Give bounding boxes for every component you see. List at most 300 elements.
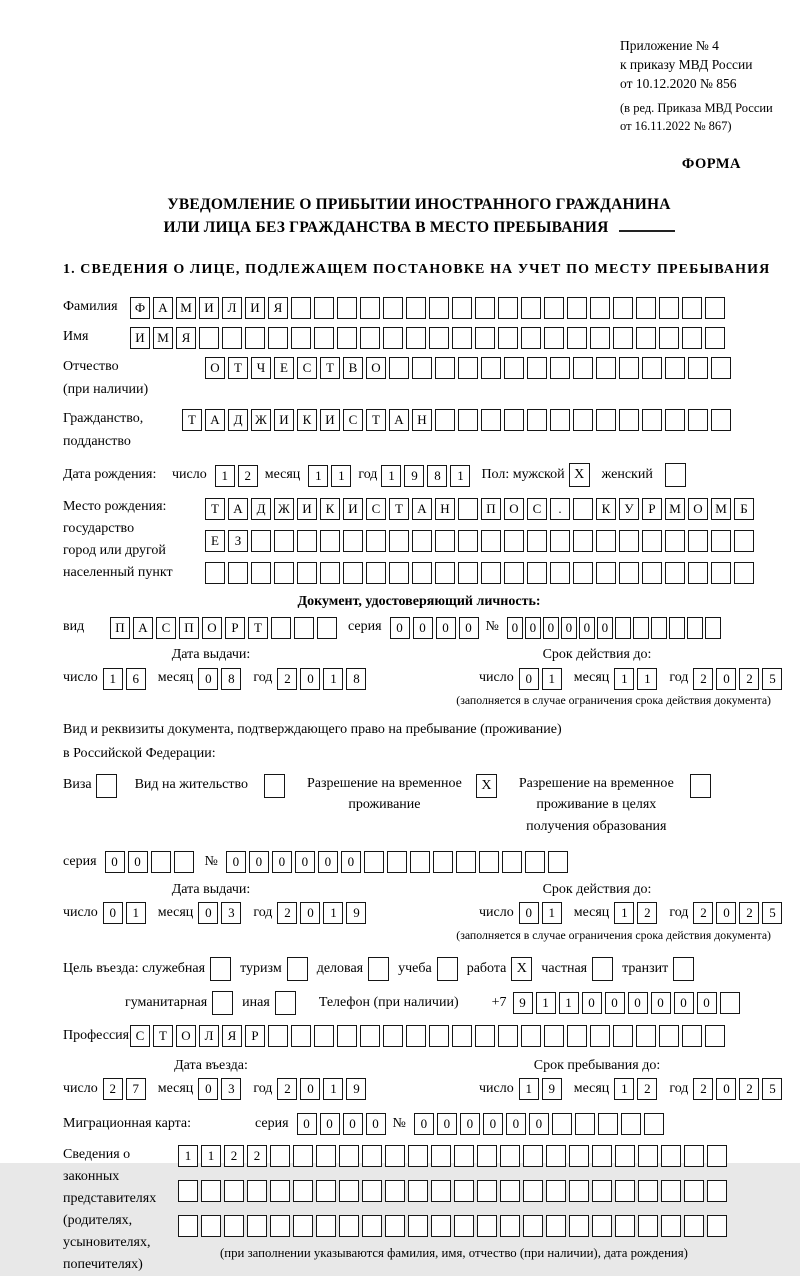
- form-cell[interactable]: Т: [182, 409, 202, 431]
- form-cell[interactable]: [665, 357, 685, 379]
- form-cell[interactable]: 2: [103, 1078, 123, 1100]
- migration-number-cells[interactable]: [414, 1112, 667, 1136]
- form-cell[interactable]: [320, 562, 340, 584]
- form-cell[interactable]: Д: [228, 409, 248, 431]
- form-cell[interactable]: 1: [323, 1078, 343, 1100]
- form-cell[interactable]: [684, 1215, 704, 1237]
- form-cell[interactable]: 0: [437, 1113, 457, 1135]
- migration-series-cells[interactable]: [297, 1112, 389, 1136]
- form-cell[interactable]: [205, 562, 225, 584]
- form-cell[interactable]: [475, 1025, 495, 1047]
- form-cell[interactable]: [573, 357, 593, 379]
- form-cell[interactable]: [500, 1180, 520, 1202]
- form-cell[interactable]: Е: [205, 530, 225, 552]
- form-cell[interactable]: [406, 1025, 426, 1047]
- purpose-work-checkbox[interactable]: X: [511, 957, 532, 981]
- stay-month-cells[interactable]: [614, 1077, 660, 1101]
- form-cell[interactable]: [619, 357, 639, 379]
- form-cell[interactable]: [454, 1180, 474, 1202]
- form-cell[interactable]: [429, 327, 449, 349]
- id-valid-month-cells[interactable]: [614, 666, 660, 690]
- form-cell[interactable]: [596, 409, 616, 431]
- form-cell[interactable]: [339, 1215, 359, 1237]
- form-cell[interactable]: А: [228, 498, 248, 520]
- form-cell[interactable]: Н: [435, 498, 455, 520]
- form-cell[interactable]: [454, 1145, 474, 1167]
- form-cell[interactable]: [458, 357, 478, 379]
- form-cell[interactable]: [682, 1025, 702, 1047]
- id-doc-series-cells[interactable]: [390, 615, 482, 639]
- purpose-business-checkbox[interactable]: [368, 957, 389, 981]
- form-cell[interactable]: [596, 530, 616, 552]
- form-cell[interactable]: 0: [529, 1113, 549, 1135]
- form-cell[interactable]: 8: [427, 465, 447, 487]
- form-cell[interactable]: [521, 297, 541, 319]
- form-cell[interactable]: Т: [248, 617, 268, 639]
- form-cell[interactable]: 1: [323, 668, 343, 690]
- form-cell[interactable]: 1: [103, 668, 123, 690]
- form-cell[interactable]: [477, 1180, 497, 1202]
- form-cell[interactable]: 0: [597, 617, 613, 639]
- purpose-study-checkbox[interactable]: [437, 957, 458, 981]
- form-cell[interactable]: [271, 617, 291, 639]
- form-cell[interactable]: [527, 530, 547, 552]
- sex-male-checkbox[interactable]: X: [569, 463, 590, 487]
- form-cell[interactable]: 0: [716, 902, 736, 924]
- form-cell[interactable]: 1: [614, 902, 634, 924]
- form-cell[interactable]: [523, 1145, 543, 1167]
- form-cell[interactable]: 1: [614, 668, 634, 690]
- form-cell[interactable]: Ф: [130, 297, 150, 319]
- form-cell[interactable]: [274, 530, 294, 552]
- form-cell[interactable]: [412, 530, 432, 552]
- form-cell[interactable]: [636, 297, 656, 319]
- form-cell[interactable]: 7: [126, 1078, 146, 1100]
- form-cell[interactable]: [615, 617, 631, 639]
- form-cell[interactable]: [291, 1025, 311, 1047]
- birth-place-row3[interactable]: [205, 560, 757, 584]
- form-cell[interactable]: [734, 562, 754, 584]
- form-cell[interactable]: [665, 562, 685, 584]
- form-cell[interactable]: [688, 357, 708, 379]
- form-cell[interactable]: [297, 530, 317, 552]
- form-cell[interactable]: 2: [224, 1145, 244, 1167]
- form-cell[interactable]: [458, 562, 478, 584]
- form-cell[interactable]: [707, 1180, 727, 1202]
- form-cell[interactable]: [458, 530, 478, 552]
- form-cell[interactable]: [552, 1113, 572, 1135]
- form-cell[interactable]: О: [202, 617, 222, 639]
- form-cell[interactable]: 8: [221, 668, 241, 690]
- form-cell[interactable]: Т: [366, 409, 386, 431]
- form-cell[interactable]: [596, 562, 616, 584]
- form-cell[interactable]: [684, 1145, 704, 1167]
- form-cell[interactable]: [550, 409, 570, 431]
- form-cell[interactable]: [504, 562, 524, 584]
- form-cell[interactable]: [291, 327, 311, 349]
- form-cell[interactable]: [151, 851, 171, 873]
- form-cell[interactable]: [383, 1025, 403, 1047]
- form-cell[interactable]: 0: [414, 1113, 434, 1135]
- form-cell[interactable]: Т: [320, 357, 340, 379]
- form-cell[interactable]: [435, 409, 455, 431]
- form-cell[interactable]: Е: [274, 357, 294, 379]
- form-cell[interactable]: [452, 1025, 472, 1047]
- form-cell[interactable]: [362, 1145, 382, 1167]
- form-cell[interactable]: 0: [198, 668, 218, 690]
- form-cell[interactable]: 0: [561, 617, 577, 639]
- representatives-row3[interactable]: [178, 1214, 730, 1238]
- form-cell[interactable]: [337, 297, 357, 319]
- form-cell[interactable]: М: [176, 297, 196, 319]
- form-cell[interactable]: В: [343, 357, 363, 379]
- form-cell[interactable]: [573, 562, 593, 584]
- form-cell[interactable]: [389, 530, 409, 552]
- form-cell[interactable]: 0: [343, 1113, 363, 1135]
- purpose-private-checkbox[interactable]: [592, 957, 613, 981]
- form-cell[interactable]: [546, 1215, 566, 1237]
- form-cell[interactable]: [366, 562, 386, 584]
- form-cell[interactable]: М: [665, 498, 685, 520]
- form-cell[interactable]: [337, 327, 357, 349]
- form-cell[interactable]: [475, 297, 495, 319]
- form-cell[interactable]: [621, 1113, 641, 1135]
- form-cell[interactable]: [567, 327, 587, 349]
- form-cell[interactable]: А: [153, 297, 173, 319]
- form-cell[interactable]: [360, 327, 380, 349]
- form-cell[interactable]: [644, 1113, 664, 1135]
- permit-valid-year-cells[interactable]: [693, 901, 785, 925]
- form-cell[interactable]: [174, 851, 194, 873]
- form-cell[interactable]: [316, 1180, 336, 1202]
- form-cell[interactable]: [682, 297, 702, 319]
- form-cell[interactable]: [314, 1025, 334, 1047]
- form-cell[interactable]: [406, 297, 426, 319]
- form-cell[interactable]: [573, 409, 593, 431]
- form-cell[interactable]: [178, 1180, 198, 1202]
- form-cell[interactable]: [590, 297, 610, 319]
- form-cell[interactable]: [687, 617, 703, 639]
- stay-year-cells[interactable]: [693, 1077, 785, 1101]
- form-cell[interactable]: [408, 1145, 428, 1167]
- form-cell[interactable]: [638, 1215, 658, 1237]
- residence-checkbox[interactable]: [264, 774, 285, 798]
- form-cell[interactable]: [410, 851, 430, 873]
- form-cell[interactable]: 0: [341, 851, 361, 873]
- form-cell[interactable]: 2: [247, 1145, 267, 1167]
- form-cell[interactable]: [412, 562, 432, 584]
- form-cell[interactable]: [431, 1145, 451, 1167]
- form-cell[interactable]: [293, 1215, 313, 1237]
- form-cell[interactable]: [705, 297, 725, 319]
- form-cell[interactable]: [364, 851, 384, 873]
- form-cell[interactable]: К: [320, 498, 340, 520]
- form-cell[interactable]: П: [110, 617, 130, 639]
- form-cell[interactable]: [316, 1215, 336, 1237]
- form-cell[interactable]: [659, 297, 679, 319]
- form-cell[interactable]: Т: [205, 498, 225, 520]
- form-cell[interactable]: [475, 327, 495, 349]
- form-cell[interactable]: [711, 530, 731, 552]
- form-cell[interactable]: [498, 1025, 518, 1047]
- form-cell[interactable]: 2: [277, 668, 297, 690]
- form-cell[interactable]: 2: [693, 902, 713, 924]
- form-cell[interactable]: О: [366, 357, 386, 379]
- form-cell[interactable]: 0: [483, 1113, 503, 1135]
- form-cell[interactable]: [228, 562, 248, 584]
- form-cell[interactable]: [481, 530, 501, 552]
- form-cell[interactable]: [294, 617, 314, 639]
- profession-cells[interactable]: [130, 1024, 728, 1048]
- form-cell[interactable]: 1: [381, 465, 401, 487]
- purpose-humanitarian-checkbox[interactable]: [212, 991, 233, 1015]
- form-cell[interactable]: О: [176, 1025, 196, 1047]
- form-cell[interactable]: О: [688, 498, 708, 520]
- form-cell[interactable]: 0: [436, 617, 456, 639]
- form-cell[interactable]: 0: [579, 617, 595, 639]
- form-cell[interactable]: [293, 1180, 313, 1202]
- form-cell[interactable]: [343, 562, 363, 584]
- form-cell[interactable]: [659, 327, 679, 349]
- form-cell[interactable]: [598, 1113, 618, 1135]
- id-issue-year-cells[interactable]: [277, 666, 369, 690]
- form-cell[interactable]: [569, 1145, 589, 1167]
- form-cell[interactable]: [592, 1180, 612, 1202]
- form-cell[interactable]: 2: [277, 1078, 297, 1100]
- purpose-official-checkbox[interactable]: [210, 957, 231, 981]
- form-cell[interactable]: [458, 409, 478, 431]
- form-cell[interactable]: 0: [300, 902, 320, 924]
- form-cell[interactable]: 9: [542, 1078, 562, 1100]
- form-cell[interactable]: [431, 1180, 451, 1202]
- form-cell[interactable]: 3: [221, 902, 241, 924]
- birth-place-row1[interactable]: [205, 496, 757, 520]
- form-cell[interactable]: [360, 1025, 380, 1047]
- form-cell[interactable]: 2: [637, 902, 657, 924]
- form-cell[interactable]: [521, 1025, 541, 1047]
- form-cell[interactable]: 0: [272, 851, 292, 873]
- form-cell[interactable]: [500, 1215, 520, 1237]
- form-cell[interactable]: 0: [716, 668, 736, 690]
- form-cell[interactable]: Я: [268, 297, 288, 319]
- form-cell[interactable]: 5: [762, 1078, 782, 1100]
- form-cell[interactable]: 2: [277, 902, 297, 924]
- form-cell[interactable]: 0: [366, 1113, 386, 1135]
- form-cell[interactable]: [569, 1180, 589, 1202]
- form-cell[interactable]: 0: [605, 992, 625, 1014]
- permit-valid-day-cells[interactable]: [519, 901, 565, 925]
- form-cell[interactable]: 0: [459, 617, 479, 639]
- id-doc-number-cells[interactable]: [507, 615, 723, 639]
- form-cell[interactable]: 0: [519, 902, 539, 924]
- form-cell[interactable]: 1: [519, 1078, 539, 1100]
- form-cell[interactable]: [408, 1215, 428, 1237]
- sex-female-checkbox[interactable]: [665, 463, 686, 487]
- form-cell[interactable]: 0: [506, 1113, 526, 1135]
- form-cell[interactable]: [224, 1215, 244, 1237]
- permit-number-cells[interactable]: [226, 850, 571, 874]
- form-cell[interactable]: [435, 562, 455, 584]
- form-cell[interactable]: [383, 327, 403, 349]
- permit-issue-day-cells[interactable]: [103, 901, 149, 925]
- form-cell[interactable]: [573, 498, 593, 520]
- form-cell[interactable]: [651, 617, 667, 639]
- form-cell[interactable]: [642, 530, 662, 552]
- form-cell[interactable]: [504, 357, 524, 379]
- form-cell[interactable]: [688, 409, 708, 431]
- form-cell[interactable]: Т: [153, 1025, 173, 1047]
- form-cell[interactable]: З: [228, 530, 248, 552]
- form-cell[interactable]: И: [297, 498, 317, 520]
- form-cell[interactable]: [366, 530, 386, 552]
- form-cell[interactable]: [314, 297, 334, 319]
- form-cell[interactable]: [527, 562, 547, 584]
- entry-year-cells[interactable]: [277, 1077, 369, 1101]
- form-cell[interactable]: 2: [637, 1078, 657, 1100]
- birth-place-row2[interactable]: [205, 528, 757, 552]
- form-cell[interactable]: [435, 357, 455, 379]
- form-cell[interactable]: [569, 1215, 589, 1237]
- form-cell[interactable]: 0: [226, 851, 246, 873]
- form-cell[interactable]: [291, 297, 311, 319]
- form-cell[interactable]: С: [297, 357, 317, 379]
- form-cell[interactable]: Д: [251, 498, 271, 520]
- form-cell[interactable]: Н: [412, 409, 432, 431]
- form-cell[interactable]: [406, 327, 426, 349]
- stay-day-cells[interactable]: [519, 1077, 565, 1101]
- form-cell[interactable]: [638, 1180, 658, 1202]
- form-cell[interactable]: 3: [221, 1078, 241, 1100]
- form-cell[interactable]: [481, 357, 501, 379]
- birth-month-cells[interactable]: [308, 463, 354, 487]
- form-cell[interactable]: [408, 1180, 428, 1202]
- form-cell[interactable]: [454, 1215, 474, 1237]
- entry-day-cells[interactable]: [103, 1077, 149, 1101]
- form-cell[interactable]: [222, 327, 242, 349]
- form-cell[interactable]: [613, 297, 633, 319]
- form-cell[interactable]: [550, 562, 570, 584]
- form-cell[interactable]: [268, 327, 288, 349]
- form-cell[interactable]: [383, 297, 403, 319]
- form-cell[interactable]: [573, 530, 593, 552]
- form-cell[interactable]: [642, 562, 662, 584]
- form-cell[interactable]: 1: [536, 992, 556, 1014]
- form-cell[interactable]: 5: [762, 902, 782, 924]
- form-cell[interactable]: [544, 297, 564, 319]
- form-cell[interactable]: [199, 327, 219, 349]
- form-cell[interactable]: У: [619, 498, 639, 520]
- form-cell[interactable]: [590, 327, 610, 349]
- form-cell[interactable]: 1: [559, 992, 579, 1014]
- form-cell[interactable]: [389, 357, 409, 379]
- form-cell[interactable]: О: [205, 357, 225, 379]
- form-cell[interactable]: 1: [308, 465, 328, 487]
- form-cell[interactable]: [659, 1025, 679, 1047]
- citizenship-cells[interactable]: [182, 407, 734, 431]
- form-cell[interactable]: 1: [637, 668, 657, 690]
- form-cell[interactable]: Я: [222, 1025, 242, 1047]
- form-cell[interactable]: [477, 1215, 497, 1237]
- form-cell[interactable]: [477, 1145, 497, 1167]
- form-cell[interactable]: [316, 1145, 336, 1167]
- form-cell[interactable]: 1: [178, 1145, 198, 1167]
- form-cell[interactable]: [661, 1215, 681, 1237]
- form-cell[interactable]: [619, 530, 639, 552]
- form-cell[interactable]: Т: [389, 498, 409, 520]
- representatives-row2[interactable]: [178, 1179, 730, 1203]
- form-cell[interactable]: Ч: [251, 357, 271, 379]
- form-cell[interactable]: 0: [413, 617, 433, 639]
- form-cell[interactable]: [412, 357, 432, 379]
- purpose-transit-checkbox[interactable]: [673, 957, 694, 981]
- form-cell[interactable]: 1: [614, 1078, 634, 1100]
- form-cell[interactable]: 2: [739, 902, 759, 924]
- form-cell[interactable]: [498, 297, 518, 319]
- form-cell[interactable]: [619, 409, 639, 431]
- rvp-checkbox[interactable]: X: [476, 774, 497, 798]
- form-cell[interactable]: Р: [245, 1025, 265, 1047]
- form-cell[interactable]: [360, 297, 380, 319]
- form-cell[interactable]: 0: [628, 992, 648, 1014]
- form-cell[interactable]: [613, 1025, 633, 1047]
- birth-year-cells[interactable]: [381, 463, 473, 487]
- form-cell[interactable]: [527, 409, 547, 431]
- form-cell[interactable]: [548, 851, 568, 873]
- form-cell[interactable]: [592, 1145, 612, 1167]
- form-cell[interactable]: [638, 1145, 658, 1167]
- form-cell[interactable]: 0: [697, 992, 717, 1014]
- form-cell[interactable]: 0: [103, 902, 123, 924]
- form-cell[interactable]: [456, 851, 476, 873]
- form-cell[interactable]: 1: [215, 465, 235, 487]
- form-cell[interactable]: 0: [300, 1078, 320, 1100]
- form-cell[interactable]: 2: [693, 668, 713, 690]
- representatives-row1[interactable]: [178, 1144, 730, 1168]
- form-cell[interactable]: [523, 1215, 543, 1237]
- id-valid-day-cells[interactable]: [519, 666, 565, 690]
- form-cell[interactable]: [201, 1215, 221, 1237]
- form-cell[interactable]: [504, 530, 524, 552]
- form-cell[interactable]: 0: [300, 668, 320, 690]
- form-cell[interactable]: [688, 530, 708, 552]
- form-cell[interactable]: [636, 327, 656, 349]
- form-cell[interactable]: 0: [651, 992, 671, 1014]
- form-cell[interactable]: [429, 1025, 449, 1047]
- form-cell[interactable]: [429, 297, 449, 319]
- form-cell[interactable]: 9: [404, 465, 424, 487]
- form-cell[interactable]: 1: [542, 902, 562, 924]
- form-cell[interactable]: [362, 1215, 382, 1237]
- form-cell[interactable]: 0: [249, 851, 269, 873]
- form-cell[interactable]: [615, 1215, 635, 1237]
- form-cell[interactable]: [251, 562, 271, 584]
- form-cell[interactable]: [385, 1145, 405, 1167]
- form-cell[interactable]: 0: [460, 1113, 480, 1135]
- form-cell[interactable]: [615, 1145, 635, 1167]
- form-cell[interactable]: 0: [320, 1113, 340, 1135]
- form-cell[interactable]: [339, 1180, 359, 1202]
- form-cell[interactable]: О: [504, 498, 524, 520]
- form-cell[interactable]: [523, 1180, 543, 1202]
- form-cell[interactable]: 0: [297, 1113, 317, 1135]
- form-cell[interactable]: [619, 562, 639, 584]
- form-cell[interactable]: А: [205, 409, 225, 431]
- form-cell[interactable]: Ж: [274, 498, 294, 520]
- form-cell[interactable]: 1: [450, 465, 470, 487]
- form-cell[interactable]: [270, 1145, 290, 1167]
- form-cell[interactable]: [567, 297, 587, 319]
- form-cell[interactable]: [711, 357, 731, 379]
